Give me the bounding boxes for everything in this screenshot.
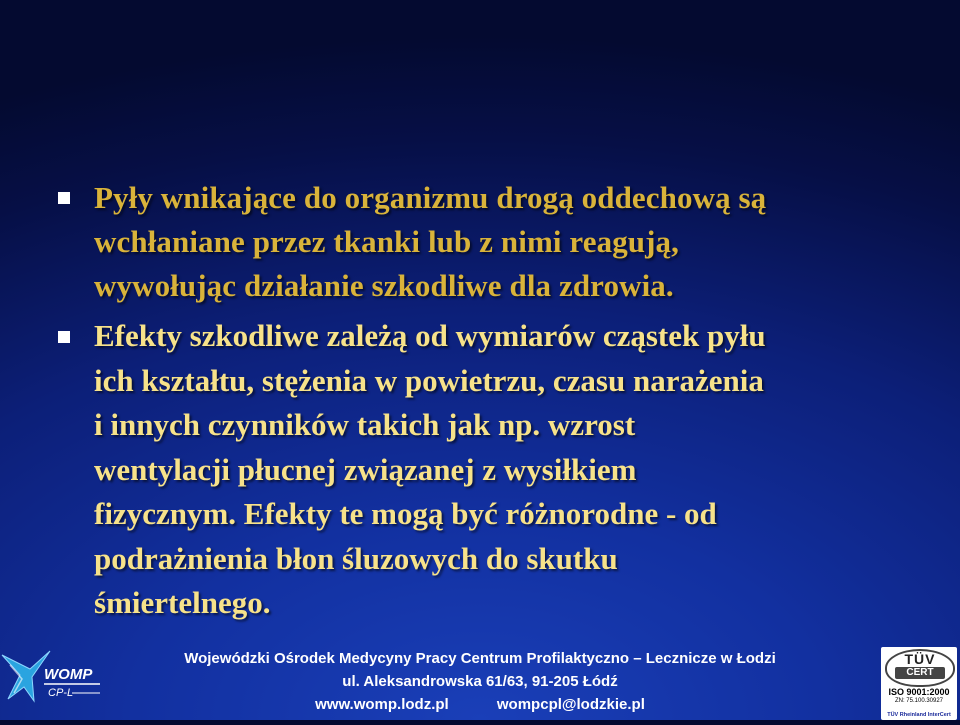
bullet-square-icon bbox=[58, 192, 70, 204]
bullet-line: wywołując działanie szkodliwe dla zdrowia. bbox=[94, 268, 674, 303]
tuv-iso-number: ISO 9001:2000 bbox=[888, 687, 950, 697]
womp-logo-sub: CP-L bbox=[48, 687, 74, 699]
footer-website-link[interactable]: www.womp.lodz.pl bbox=[315, 696, 449, 713]
bullet-square-icon bbox=[58, 331, 70, 343]
bullet-line: fizycznym. Efekty te mogą być różnorodne - od bbox=[94, 496, 717, 531]
footer-street: ul. Aleksandrowska 61/63, 91-205 Łódź bbox=[342, 673, 618, 690]
footer-email-link[interactable]: wompcpl@lodzkie.pl bbox=[496, 696, 645, 713]
bullet-line: podrażnienia błon śluzowych do skutku bbox=[94, 540, 618, 576]
footer-contact bbox=[130, 693, 830, 716]
bullet-line: i innych czynników takich jak np. wzrost bbox=[94, 407, 636, 442]
bullet-item-1 bbox=[56, 176, 916, 308]
womp-logo bbox=[0, 643, 112, 720]
tuv-cert-label: CERT bbox=[895, 667, 945, 679]
bullet-text-1 bbox=[94, 176, 916, 308]
bullet-line: Efekty szkodliwe zależą od wymiarów cząstek pyłu bbox=[94, 318, 766, 353]
bullet-line: śmiertelnego. bbox=[94, 585, 271, 620]
bullet-line: Pyły wnikające do organizmu drogą oddechową są bbox=[94, 180, 767, 215]
tuv-zn-number: ZN: 75.100.30927 bbox=[894, 698, 944, 704]
tuv-seal-icon bbox=[885, 649, 955, 687]
slide-content bbox=[56, 176, 916, 632]
bullet-line: wchłaniane przez tkanki lub z nimi reagują, bbox=[94, 224, 680, 259]
footer-address bbox=[130, 647, 830, 716]
bullet-line: wentylacji płucnej związanej z wysiłkiem bbox=[94, 451, 637, 487]
tuv-brand: TÜV bbox=[904, 651, 936, 667]
womp-logo-text: WOMP bbox=[44, 666, 93, 683]
footer bbox=[0, 643, 960, 720]
bullet-text-2 bbox=[94, 314, 916, 626]
bullet-line: ich kształtu, stężenia w powietrzu, czasu narażenia bbox=[94, 362, 764, 398]
tuv-certificate-badge bbox=[881, 647, 957, 720]
bullet-item-2 bbox=[56, 314, 916, 626]
tuv-issuer: TÜV Rheinland InterCert bbox=[887, 712, 951, 718]
womp-logo-icon bbox=[0, 643, 112, 720]
footer-institution: Wojewódzki Ośrodek Medycyny Pracy Centrum Profilaktyczno – Lecznicze w Łodzi bbox=[184, 650, 776, 667]
